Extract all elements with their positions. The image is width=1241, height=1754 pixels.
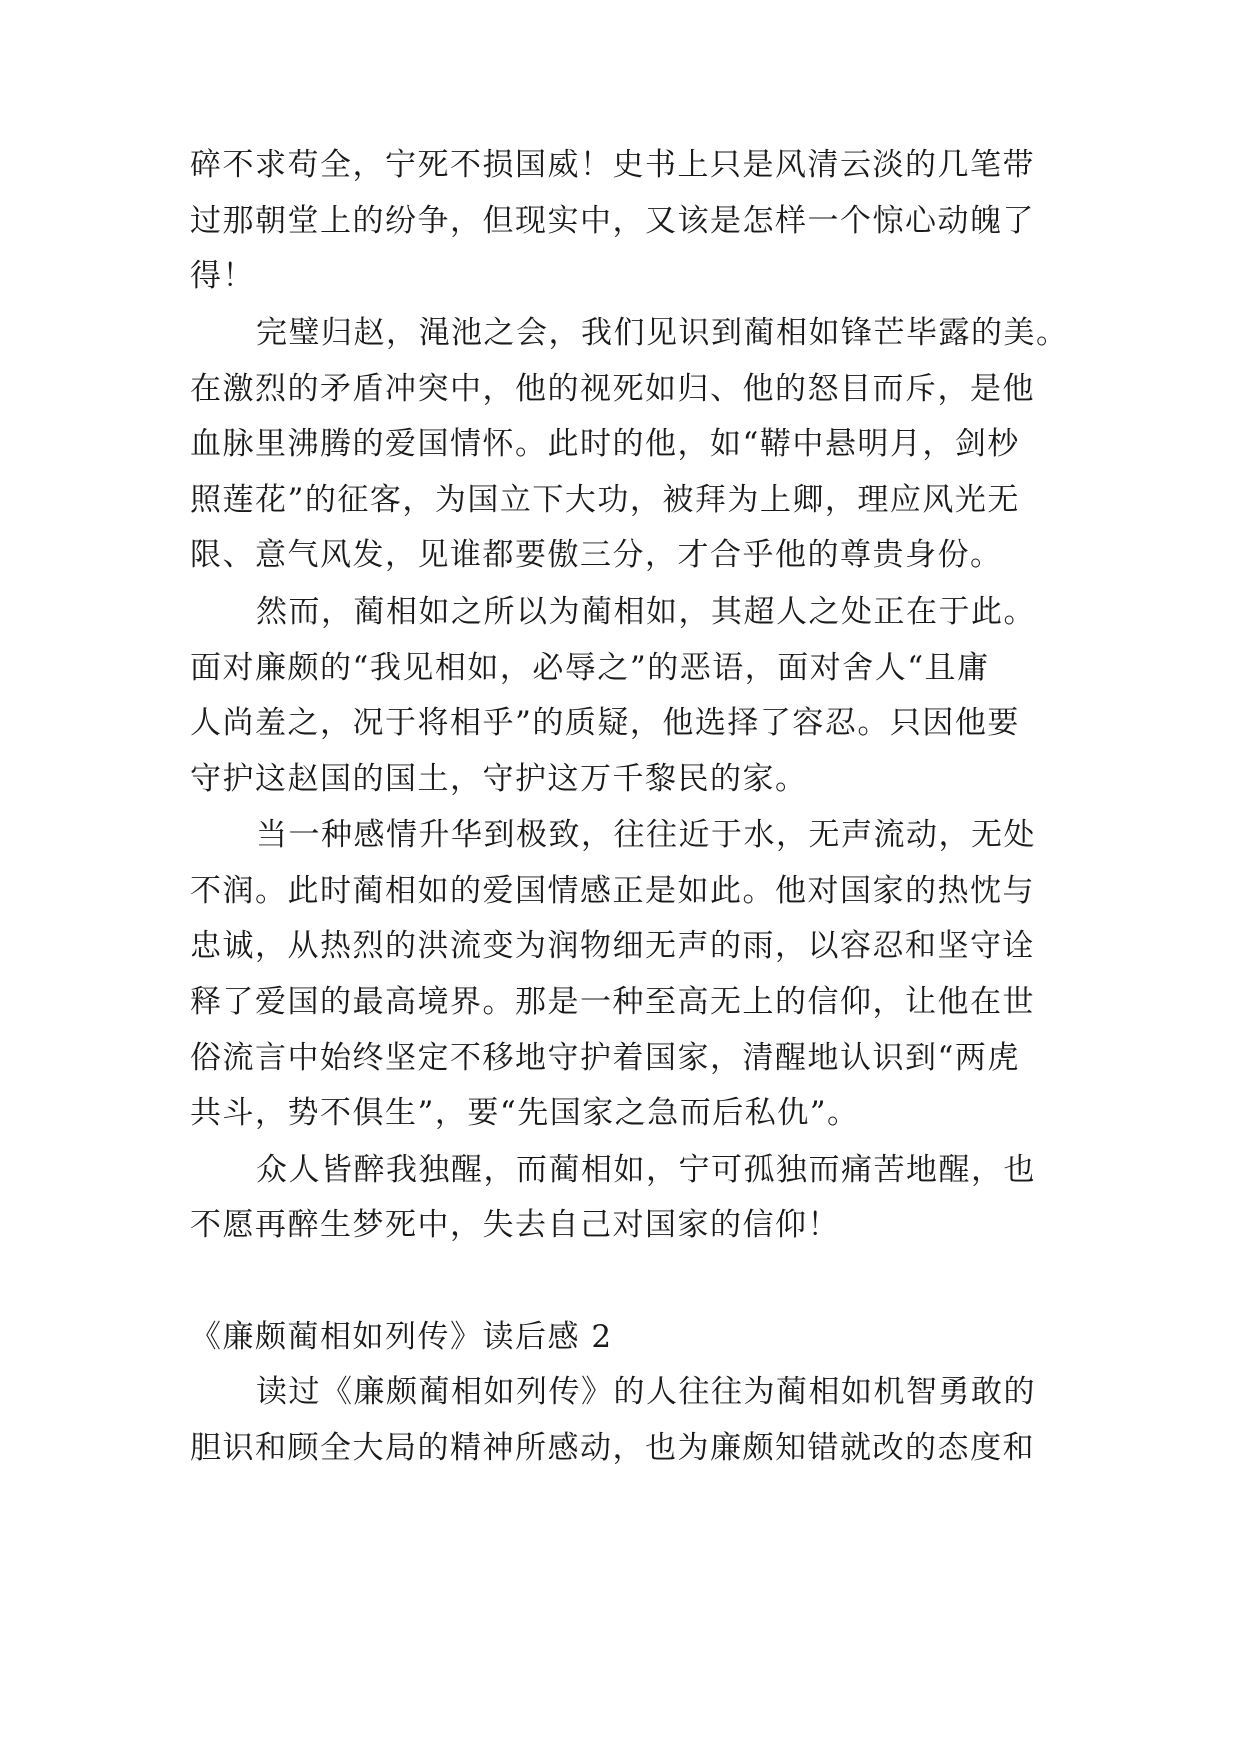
paragraph-line: 不愿再醉生梦死中，失去自己对国家的信仰！ <box>190 1207 840 1243</box>
paragraph-line: 过那朝堂上的纷争，但现实中，又该是怎样一个惊心动魄了 <box>190 203 1035 239</box>
paragraph-line: 胆识和顾全大局的精神所感动，也为廉颇知错就改的态度和 <box>190 1430 1035 1466</box>
paragraph-line: 得！ <box>190 258 255 294</box>
paragraph-line: 限、意气风发，见谁都要傲三分，才合乎他的尊贵身份。 <box>190 537 1003 573</box>
paragraph-line: 守护这赵国的国土，守护这万千黎民的家。 <box>190 761 808 797</box>
paragraph-line: 忠诚，从热烈的洪流变为润物细无声的雨，以容忍和坚守诠 <box>190 928 1035 964</box>
paragraph-line: 读过《廉颇蔺相如列传》的人往往为蔺相如机智勇敢的 <box>256 1374 1036 1410</box>
paragraph-line: 人尚羞之，况于将相乎”的质疑，他选择了容忍。只因他要 <box>190 705 1020 741</box>
paragraph-line: 血脉里沸腾的爱国情怀。此时的他，如“鞯中悬明月，剑杪 <box>190 426 1020 462</box>
paragraph-line: 释了爱国的最高境界。那是一种至高无上的信仰，让他在世 <box>190 984 1035 1020</box>
paragraph-line: 照莲花”的征客，为国立下大功，被拜为上卿，理应风光无 <box>190 482 1020 518</box>
section-heading: 《廉颇蔺相如列传》读后感 2 <box>190 1319 613 1355</box>
paragraph-line: 碎不求苟全，宁死不损国威！史书上只是风清云淡的几笔带 <box>190 147 1035 183</box>
paragraph-line: 完璧归赵，渑池之会，我们见识到蔺相如锋芒毕露的美。 <box>256 315 1069 351</box>
paragraph-line: 当一种感情升华到极致，往往近于水，无声流动，无处 <box>256 817 1036 853</box>
paragraph-line: 共斗，势不俱生”，要“先国家之急而后私仇”。 <box>190 1095 860 1131</box>
paragraph-line: 众人皆醉我独醒，而蔺相如，宁可孤独而痛苦地醒，也 <box>256 1152 1036 1188</box>
paragraph-line: 面对廉颇的“我见相如，必辱之”的恶语，面对舍人“且庸 <box>190 650 990 686</box>
paragraph-line: 然而，蔺相如之所以为蔺相如，其超人之处正在于此。 <box>256 594 1036 630</box>
paragraph-line: 在激烈的矛盾冲突中，他的视死如归、他的怒目而斥，是他 <box>190 371 1035 407</box>
paragraph-line: 俗流言中始终坚定不移地守护着国家，清醒地认识到“两虎 <box>190 1040 1020 1076</box>
paragraph-line: 不润。此时蔺相如的爱国情感正是如此。他对国家的热忱与 <box>190 873 1035 909</box>
